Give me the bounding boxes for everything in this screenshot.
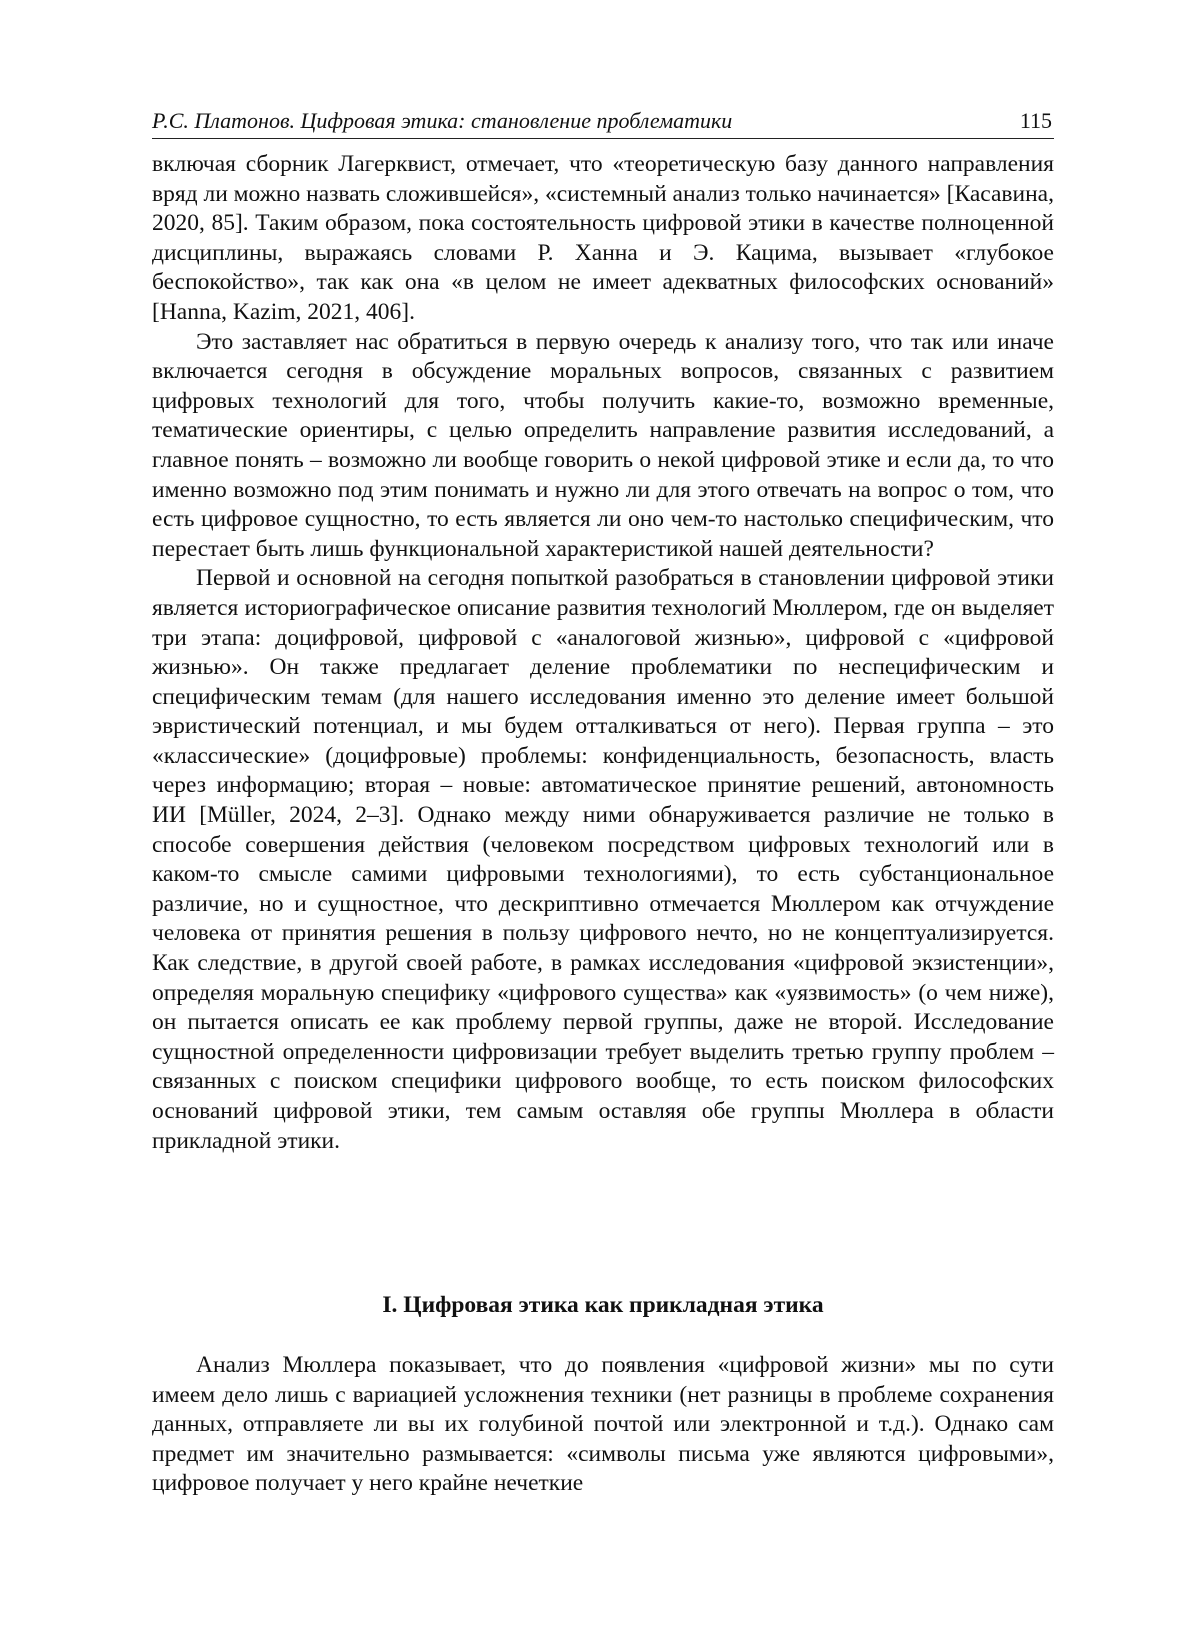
paragraph: Это заставляет нас обратиться в первую очередь к анализу того, что так или иначе включается сегодня в обсуждение моральных вопросов, связанных с развитием цифровых технологий для того, чтобы получить какие-то, возможно временные, тематические ориентиры, с целью определить направление развития исследований, а главное понять – возможно ли вообще говорить о некой цифровой этике и если да, то что именно возможно под этим понимать и нужно ли для этого отвечать на вопрос о том, что есть цифровое сущностно, то есть является ли оно чем-то настолько специфическим, что перестает быть лишь функциональной характеристикой нашей деятельности?: [152, 328, 1054, 562]
page-header: [152, 104, 1054, 139]
paragraph: Первой и основной на сегодня попыткой разобраться в становлении цифровой этики является историографическое описание развития технологий Мюллером, где он выделяет три этапа: доцифровой, цифровой с «аналоговой жизнью», цифровой с «цифровой жизнью». Он также предлагает деление проблематики по неспецифическим и специфическим темам (для нашего исследования именно это деление имеет большой эвристический потенциал, и мы будем отталкиваться от него). Первая группа – это «классические» (доцифровые) проблемы: конфиденциальность, безопасность, власть через информацию; вторая – новые: автоматическое принятие решений, автономность ИИ [Müller, 2024, 2–3]. Однако между ними обнаруживается различие не только в способе совершения действия (человеком посредством цифровых технологий или в каком-то смысле самими цифровыми технологиями), то есть субстанциональное различие, но и сущностное, что дескриптивно отмечается Мюллером как отчуждение человека от принятия решения в пользу цифрового нечто, но не концептуализируется. Как следствие, в другой своей работе, в рамках исследования «цифровой экзистенции», определяя моральную специфику «цифрового существа» как «уязвимость» (о чем ниже), он пытается описать ее как проблему первой группы, даже не второй. Исследование сущностной определенности цифровизации требует выделить третью группу проблем – связанных с поиском специфики цифрового вообще, то есть поиском философских оснований цифровой этики, тем самым оставляя обе группы Мюллера в области прикладной этики.: [152, 565, 1054, 1154]
section-heading: I. Цифровая этика как прикладная этика: [382, 1292, 824, 1318]
section-body: [152, 1351, 1054, 1499]
paragraph: Анализ Мюллера показывает, что до появления «цифровой жизни» мы по сути имеем дело лишь с вариацией усложнения техники (нет разницы в проблеме сохранения данных, отправляете ли вы их голубиной почтой или электронной и т.д.). Однако сам предмет им значительно размывается: «символы письма уже являются цифровыми», цифровое получает у него крайне нечеткие: [152, 1352, 1054, 1497]
paragraph-continuation: включая сборник Лагерквист, отмечает, что «теоретическую базу данного направления вряд ли можно назвать сложившейся», «системный анализ только начинается» [Касавина, 2020, 85]. Таким образом, пока состоятельность цифровой этики в качестве полноценной дисциплины, выражаясь словами Р. Ханна и Э. Кацима, вызывает «глубокое беспокойство», так как она «в целом не имеет адекватных философских оснований» [Hanna, Kazim, 2021, 406].: [152, 151, 1054, 325]
running-title: Р.С. Платонов. Цифровая этика: становление проблематики: [152, 108, 733, 133]
body-text: [152, 150, 1054, 1156]
page-number: 115: [1019, 108, 1052, 133]
